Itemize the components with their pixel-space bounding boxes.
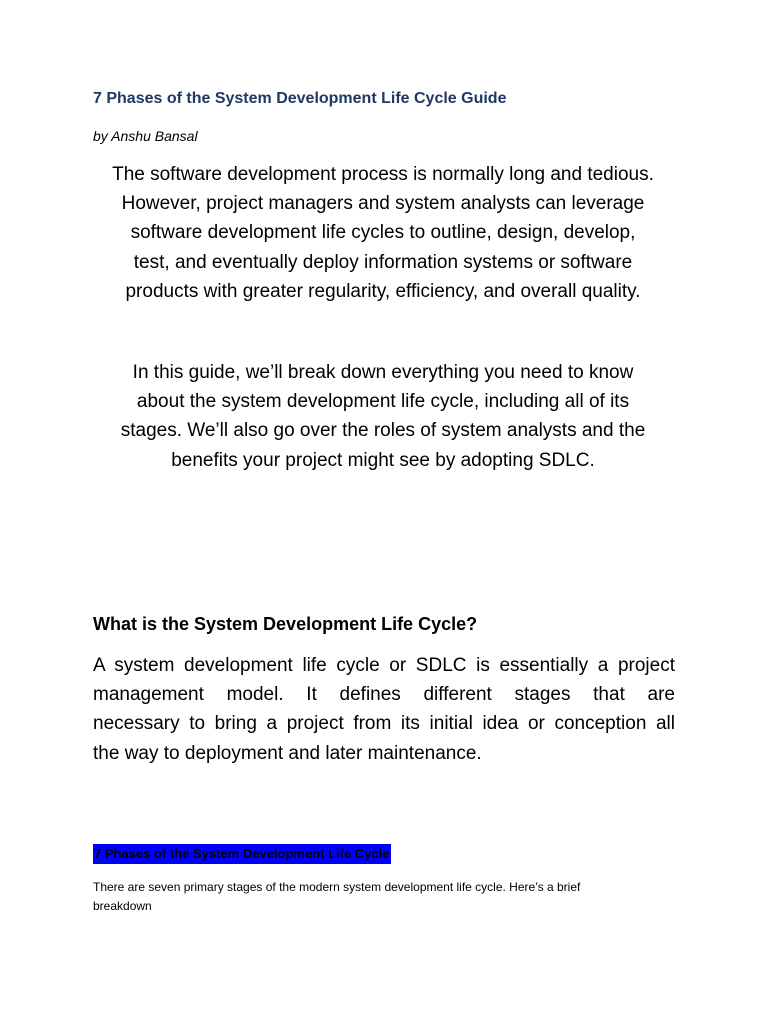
intro-1-line: test, and eventually deploy information systems or software bbox=[133, 251, 633, 273]
author-byline: by Anshu Bansal bbox=[93, 128, 198, 144]
intro-1-line: However, project managers and system analysts can leverage bbox=[121, 193, 645, 215]
intro-1-line: The software development process is normally long and tedious. bbox=[112, 164, 654, 185]
highlighted-heading: 7 Phases of the System Development Life Cycle bbox=[93, 844, 391, 864]
section-paragraph bbox=[93, 651, 675, 768]
document-title: 7 Phases of the System Development Life Cycle Guide bbox=[93, 90, 507, 107]
section-paragraph-line: the way to deployment and later maintenance. bbox=[93, 742, 482, 764]
intro-2-line: In this guide, we’ll break down everything you need to know bbox=[132, 362, 634, 383]
intro-2-line: benefits your project might see by adopting SDLC. bbox=[171, 449, 595, 471]
section-paragraph-line: A system development life cycle or SDLC is essentially a project bbox=[93, 655, 675, 676]
intro-1-line: products with greater regularity, efficiency, and overall quality. bbox=[125, 280, 641, 302]
intro-paragraph-1 bbox=[88, 160, 678, 306]
intro-2-line: stages. We’ll also go over the roles of system analysts and the bbox=[120, 420, 646, 442]
phases-intro-paragraph bbox=[93, 878, 653, 916]
phases-intro-line: There are seven primary stages of the modern system development life cycle. Here’s a brief bbox=[93, 880, 581, 894]
phases-intro-line: breakdown bbox=[93, 899, 152, 913]
intro-2-line: about the system development life cycle, including all of its bbox=[136, 391, 630, 413]
intro-1-line: software development life cycles to outline, design, develop, bbox=[130, 222, 636, 244]
section-heading: What is the System Development Life Cycle? bbox=[93, 614, 478, 634]
section-paragraph-line: management model. It defines different stages that are bbox=[93, 684, 675, 706]
intro-paragraph-2 bbox=[88, 358, 678, 475]
section-paragraph-line: necessary to bring a project from its initial idea or conception all bbox=[93, 713, 675, 735]
